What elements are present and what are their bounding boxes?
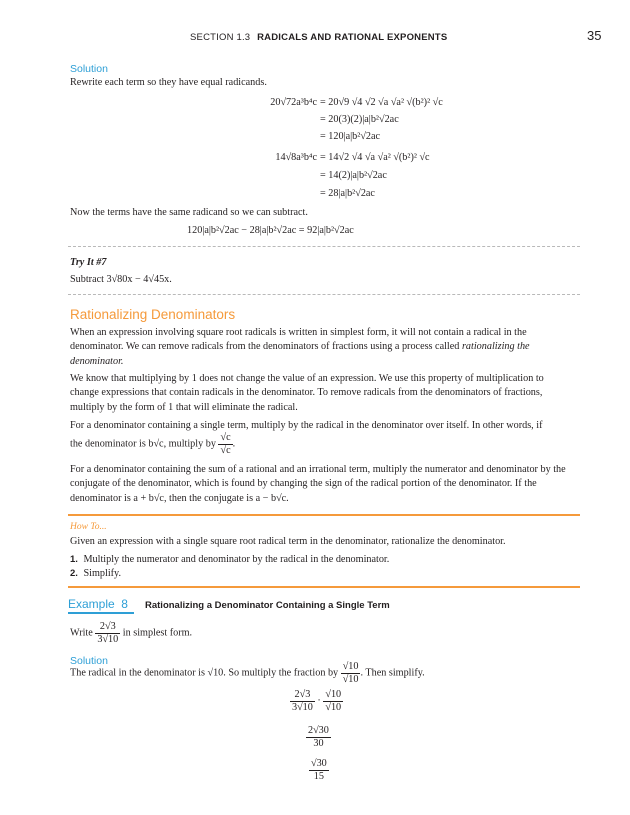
section-title: RADICALS AND RATIONAL EXPONENTS <box>257 32 448 43</box>
equation-rhs: = 20√9 √4 √2 √a √a² √(b²)² √c <box>320 97 443 108</box>
fraction-denominator: 3√10 <box>97 634 119 645</box>
divider <box>68 246 580 247</box>
how-to-step <box>70 554 389 565</box>
solution-text: The radical in the denominator is √10. So multiply the fraction by <box>70 667 339 679</box>
fraction-numerator: 2√30 <box>308 725 329 736</box>
solution-text: . Then simplify. <box>360 667 425 679</box>
example-number: 8 <box>121 597 128 611</box>
fraction-denominator: √10 <box>325 702 342 713</box>
running-header <box>190 32 447 43</box>
try-it-text: Subtract 3√80x − 4√45x. <box>70 274 172 285</box>
equation-rhs: = 120|a|b²√2ac <box>320 131 381 142</box>
step-number: 1. <box>70 554 78 565</box>
fraction-numerator: 2√3 <box>95 621 120 634</box>
page-number: 35 <box>587 28 602 43</box>
paragraph <box>70 326 575 369</box>
example-label: Example <box>68 597 115 611</box>
example-label-box <box>68 597 134 614</box>
work-step <box>290 689 343 714</box>
divider <box>68 294 580 295</box>
fraction <box>218 432 232 457</box>
fraction-denominator: 3√10 <box>292 702 313 713</box>
key-term: rationalizing the denominator. <box>70 341 530 367</box>
paragraph-line: the denominator is b√c, multiply by $\frac{√c}{√c}$ . <box>70 432 236 456</box>
paragraph: We know that multiplying by 1 does not change the value of an expression. We use this property of multiplication to change expressions that contain radicals in the denominator. To remove radicals from the denominators of fractions, multiply by the form of 1 that will eliminate the radical. <box>70 373 544 413</box>
equation-lhs: 20√72a³b⁴c <box>270 97 317 108</box>
section-label: SECTION 1.3 <box>190 32 251 43</box>
fraction <box>323 689 343 714</box>
work-step <box>309 758 329 783</box>
fraction <box>95 621 120 646</box>
fraction-denominator: 15 <box>313 771 324 782</box>
fraction <box>309 758 329 783</box>
how-to-step <box>70 568 121 579</box>
example-prompt <box>70 621 192 646</box>
equation-rhs: = 28|a|b²√2ac <box>320 188 375 199</box>
fraction-denominator: √10 <box>342 674 359 685</box>
try-it-heading: Try It #7 <box>70 257 107 268</box>
solution-heading: Solution <box>70 63 108 75</box>
fraction-numerator: √10 <box>342 661 359 672</box>
fraction <box>306 725 331 750</box>
fraction <box>341 661 361 686</box>
multiply-dot: · <box>317 695 321 707</box>
how-to-heading: How To... <box>70 522 107 532</box>
fraction-denominator: √c <box>220 445 231 456</box>
equation-rhs: = 14√2 √4 √a √a² √(b²)² √c <box>320 152 430 163</box>
step-text: Multiply the numerator and denominator by the radical in the denominator. <box>83 554 390 565</box>
fraction-numerator: √c <box>220 432 231 443</box>
equation-rhs: = 20(3)(2)|a|b²√2ac <box>320 114 399 125</box>
work-step <box>306 725 331 750</box>
example-title: Rationalizing a Denominator Containing a Single Term <box>145 600 390 611</box>
paragraph: For a denominator containing the sum of a rational and an irrational term, multiply the numerator and denominator by the conjugate of the denominator, which is found by changing the sign of the radical portion of the denominator. If the denominator is a + b√c, then the conjugate is a − b√c. <box>70 464 566 504</box>
paragraph-text: the denominator is b√c, multiply by <box>70 438 216 450</box>
step-text: Simplify. <box>83 568 122 579</box>
equation-lhs: 14√8a³b⁴c <box>275 152 317 163</box>
step-number: 2. <box>70 568 78 579</box>
equation-rhs: = 14(2)|a|b²√2ac <box>320 170 387 181</box>
fraction-numerator: 2√3 <box>290 689 315 702</box>
paragraph-text: When an expression involving square root radicals is written in simplest form, it will not contain a radical in the denominator. We can remove radicals from the denominators of fractions using a process called <box>70 327 527 353</box>
solution-conclusion: Now the terms have the same radicand so we can subtract. <box>70 207 308 218</box>
solution-intro: Rewrite each term so they have equal radicands. <box>70 77 267 88</box>
section-heading: Rationalizing Denominators <box>70 307 236 322</box>
final-equation: 120|a|b²√2ac − 28|a|b²√2ac = 92|a|b²√2ac <box>187 225 354 236</box>
fraction <box>290 689 315 714</box>
paragraph: For a denominator containing a single term, multiply by the radical in the denominator over itself. In other words, if <box>70 420 543 431</box>
divider <box>68 514 580 516</box>
fraction-numerator: √30 <box>311 758 327 769</box>
how-to-intro: Given an expression with a single square root radical term in the denominator, rationalize the denominator. <box>70 536 506 547</box>
prompt-text: in simplest form. <box>122 627 193 639</box>
solution-heading: Solution <box>70 655 108 667</box>
solution-line <box>70 661 425 686</box>
fraction-numerator: √10 <box>325 689 342 700</box>
fraction-denominator: 30 <box>313 738 324 749</box>
divider <box>68 586 580 588</box>
prompt-text: Write <box>70 627 93 639</box>
